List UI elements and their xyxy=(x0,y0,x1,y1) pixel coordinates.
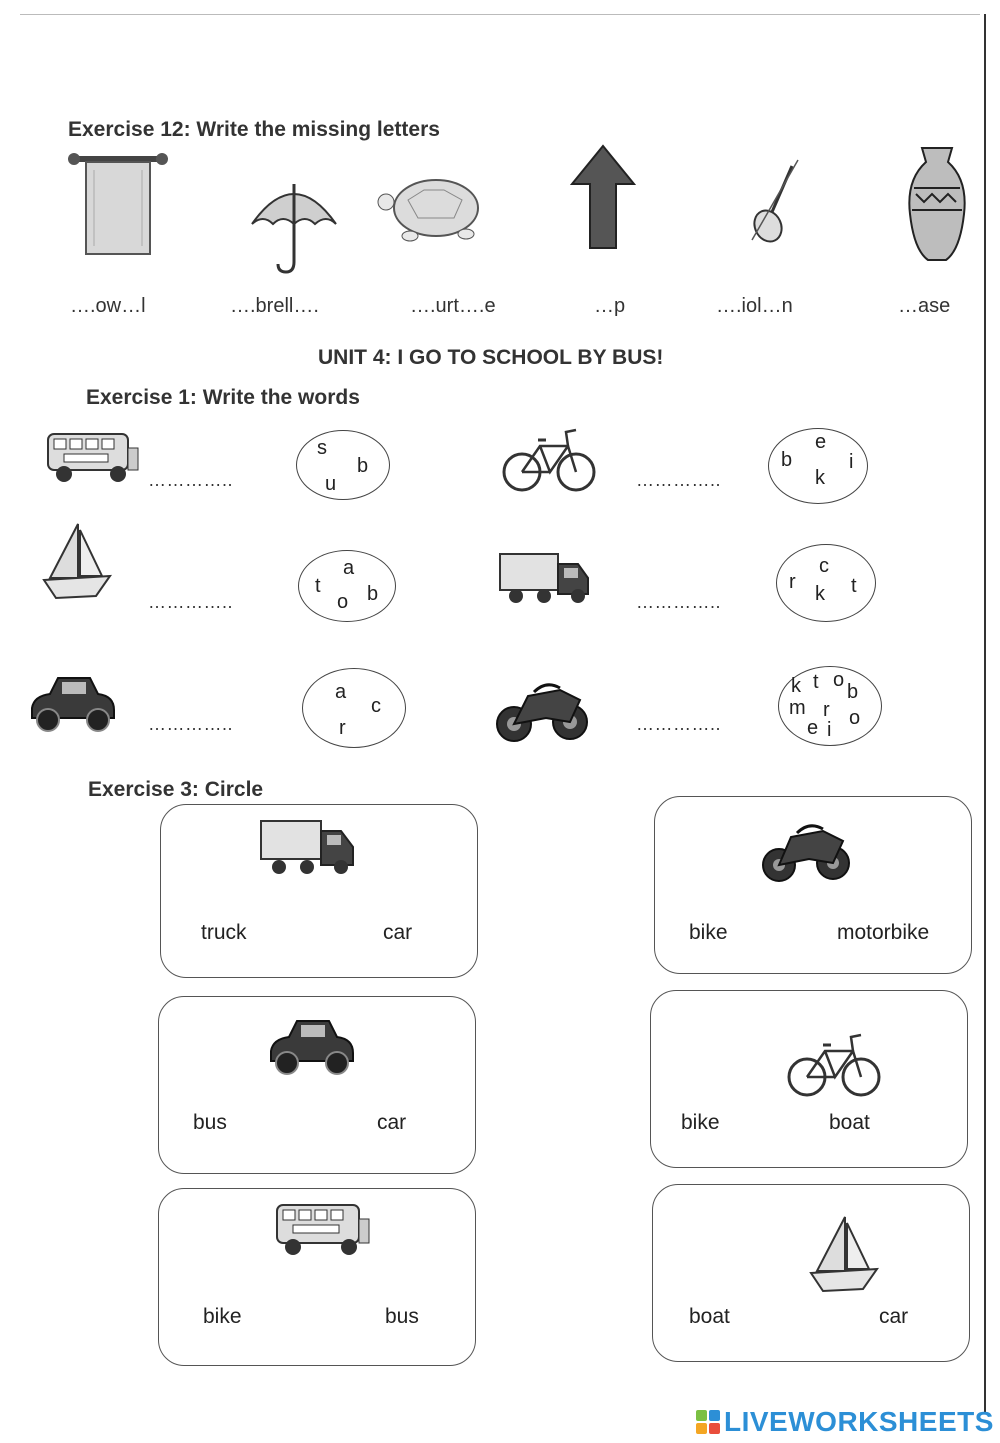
school-bus-icon xyxy=(44,428,142,486)
scrambled-letter: c xyxy=(371,695,381,717)
exercise1-title: Exercise 1: Write the words xyxy=(86,386,360,409)
option-word[interactable]: bike xyxy=(203,1305,242,1328)
option-word[interactable]: bus xyxy=(385,1305,419,1328)
scrambled-letter: i xyxy=(849,451,854,473)
sailboat-icon xyxy=(807,1213,881,1297)
scrambled-letter: b xyxy=(781,449,793,471)
missing-letters-word: …p xyxy=(594,295,626,317)
violin-icon xyxy=(742,156,804,246)
circle-card xyxy=(652,1184,970,1362)
truck-icon xyxy=(259,815,357,881)
vase-icon xyxy=(904,144,970,264)
scrambled-letters-oval xyxy=(296,430,390,500)
scrambled-letter: r xyxy=(789,571,796,593)
answer-blank[interactable]: ………….. xyxy=(148,714,234,734)
scrambled-letters-oval xyxy=(298,550,396,622)
scrambled-letter: o xyxy=(849,707,861,729)
option-word[interactable]: car xyxy=(879,1305,909,1328)
scrambled-letter: e xyxy=(807,717,819,739)
scrambled-letter: b xyxy=(847,681,859,703)
logo-grid-icon xyxy=(696,1410,720,1434)
truck-icon xyxy=(498,548,592,610)
answer-blank[interactable]: ………….. xyxy=(636,714,722,734)
scrambled-letters-oval xyxy=(776,544,876,622)
exercise3-title: Exercise 3: Circle xyxy=(88,778,264,801)
scrambled-letter: r xyxy=(339,717,346,739)
missing-letters-word: ….brell…. xyxy=(230,295,319,317)
scrambled-letter: k xyxy=(815,583,825,605)
circle-card xyxy=(158,1188,476,1366)
scrambled-letter: i xyxy=(827,719,832,741)
scrambled-letter: b xyxy=(357,455,369,477)
car-icon xyxy=(26,670,118,736)
exercise12-title: Exercise 12: Write the missing letters xyxy=(68,118,440,141)
motorbike-icon xyxy=(759,813,853,885)
option-word[interactable]: boat xyxy=(689,1305,730,1328)
scrambled-letters-oval xyxy=(768,428,868,504)
option-word[interactable]: motorbike xyxy=(837,921,930,944)
scrambled-letter: c xyxy=(819,555,829,577)
school-bus-icon xyxy=(273,1199,373,1261)
scrambled-letter: b xyxy=(367,583,379,605)
scrambled-letter: t xyxy=(813,671,819,693)
scrambled-letter: t xyxy=(315,575,321,597)
turtle-icon xyxy=(374,170,494,246)
page-top-border xyxy=(20,14,980,15)
scrambled-letter: t xyxy=(851,575,857,597)
answer-blank[interactable]: ………….. xyxy=(148,592,234,612)
scrambled-letter: o xyxy=(833,669,845,691)
option-word[interactable]: bike xyxy=(689,921,728,944)
umbrella-icon xyxy=(248,176,340,276)
bicycle-icon xyxy=(502,422,596,494)
scrambled-letter: o xyxy=(337,591,349,613)
scrambled-letters-oval xyxy=(778,666,882,746)
option-word[interactable]: car xyxy=(383,921,413,944)
liveworksheets-logo xyxy=(696,1404,994,1440)
sailboat-icon xyxy=(40,520,114,602)
answer-blank[interactable]: ………….. xyxy=(636,470,722,490)
option-word[interactable]: bike xyxy=(681,1111,720,1134)
scrambled-letter: a xyxy=(335,681,347,703)
towel-icon xyxy=(68,150,168,260)
scrambled-letters-oval xyxy=(302,668,406,748)
scrambled-letter: u xyxy=(325,473,337,495)
bicycle-icon xyxy=(787,1025,881,1099)
scrambled-letter: k xyxy=(815,467,825,489)
circle-card xyxy=(650,990,968,1168)
missing-letters-word: ….iol…n xyxy=(716,295,793,317)
car-icon xyxy=(265,1013,357,1079)
scrambled-letter: s xyxy=(317,437,327,459)
scrambled-letter: e xyxy=(815,431,827,453)
scrambled-letter: r xyxy=(823,699,830,721)
motorbike-icon xyxy=(494,670,590,746)
arrow-up-icon xyxy=(570,144,636,252)
option-word[interactable]: truck xyxy=(201,921,247,944)
circle-card xyxy=(158,996,476,1174)
unit-title: UNIT 4: I GO TO SCHOOL BY BUS! xyxy=(318,346,664,369)
option-word[interactable]: boat xyxy=(829,1111,870,1134)
brand-text: LIVEWORKSHEETS xyxy=(724,1406,994,1437)
answer-blank[interactable]: ………….. xyxy=(636,592,722,612)
option-word[interactable]: car xyxy=(377,1111,407,1134)
option-word[interactable]: bus xyxy=(193,1111,227,1134)
scrambled-letter: a xyxy=(343,557,355,579)
scrambled-letter: m xyxy=(789,697,806,719)
missing-letters-word: …ase xyxy=(898,295,951,317)
scrambled-letter: k xyxy=(791,675,801,697)
answer-blank[interactable]: ………….. xyxy=(148,470,234,490)
circle-card xyxy=(160,804,478,978)
missing-letters-word: ….urt….e xyxy=(410,295,496,317)
missing-letters-word: ….ow…l xyxy=(70,295,146,317)
circle-card xyxy=(654,796,972,974)
page-right-border xyxy=(984,14,986,1414)
